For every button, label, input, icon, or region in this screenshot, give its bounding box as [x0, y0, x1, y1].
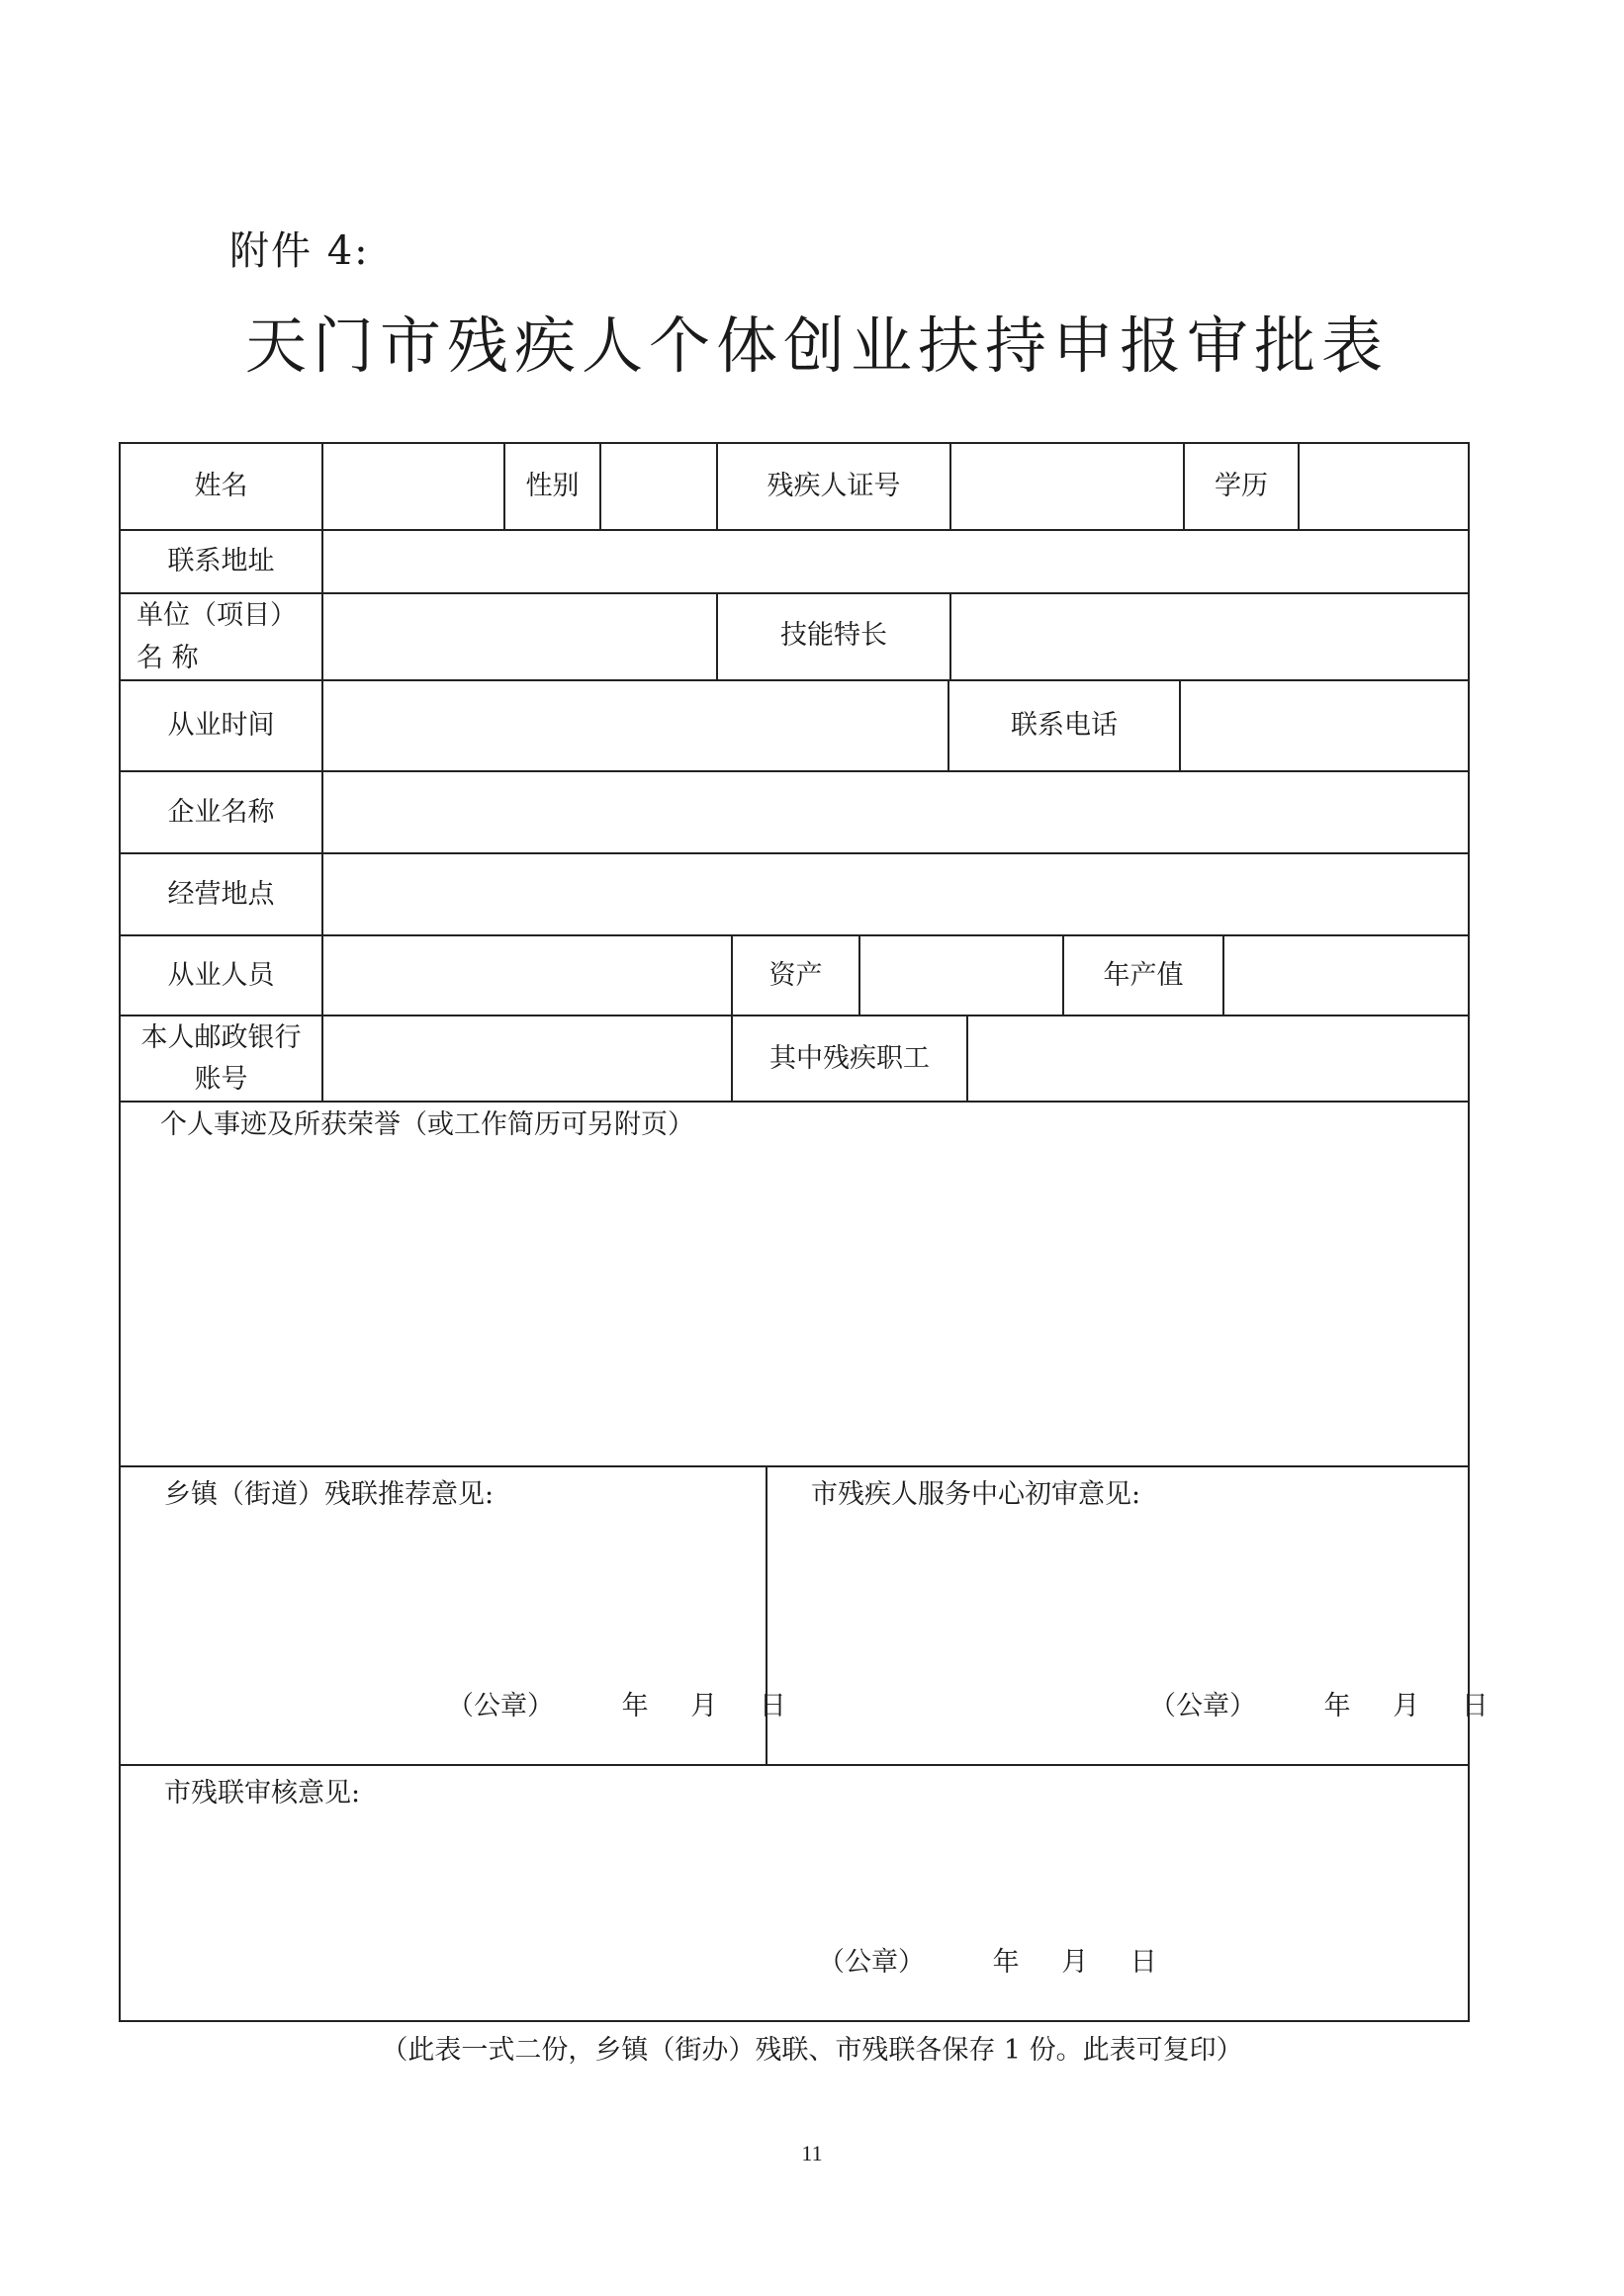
unit-name-label-line1: 单位（项目）: [136, 600, 297, 631]
deeds-field[interactable]: [123, 1146, 1468, 1465]
education-field[interactable]: [1300, 446, 1468, 529]
city-opinion-label: 市残联审核意见:: [164, 1778, 361, 1809]
center-day: 日: [1461, 1691, 1489, 1722]
township-opinion-field[interactable]: [123, 1517, 766, 1665]
center-year: 年: [1323, 1691, 1351, 1722]
name-field[interactable]: [323, 446, 503, 529]
phone-field[interactable]: [1181, 681, 1468, 770]
disabled-staff-label: 其中残疾职工: [769, 1042, 930, 1074]
city-seal: （公章）: [818, 1947, 925, 1978]
bank-account-field[interactable]: [323, 1016, 731, 1101]
skill-field[interactable]: [951, 594, 1468, 679]
deeds-label: 个人事迹及所获荣誉（或工作简历可另附页）: [160, 1109, 694, 1140]
disability-cert-field[interactable]: [951, 446, 1183, 529]
gender-label: 性别: [525, 471, 580, 502]
education-label: 学历: [1215, 471, 1268, 502]
township-month: 月: [690, 1691, 718, 1722]
page-number: 11: [801, 2141, 823, 2165]
center-seal-date: [1149, 1684, 1489, 1722]
company-name-label: 企业名称: [167, 796, 275, 828]
company-name-field[interactable]: [323, 772, 1468, 852]
bank-account-label-line1: 本人邮政银行: [140, 1021, 302, 1053]
city-month: 月: [1061, 1947, 1089, 1978]
attachment-label: 附件 4:: [229, 228, 370, 274]
business-location-label: 经营地点: [167, 878, 275, 910]
gender-field[interactable]: [601, 446, 716, 529]
form-footnote: （此表一式二份，乡镇（街办）残联、市残联各保存 1 份。此表可复印）: [381, 2035, 1243, 2066]
work-time-label: 从业时间: [167, 710, 275, 742]
city-seal-date: [818, 1940, 1157, 1979]
bank-account-label: [121, 1016, 321, 1101]
disabled-staff-field[interactable]: [968, 1016, 1468, 1101]
unit-name-label: [136, 594, 321, 679]
staff-field[interactable]: [323, 936, 731, 1015]
township-seal-date: [447, 1684, 786, 1722]
assets-label: 资产: [768, 959, 823, 991]
skill-label: 技能特长: [780, 620, 887, 652]
annual-output-label: 年产值: [1103, 959, 1184, 991]
township-opinion-label: 乡镇（街道）残联推荐意见:: [164, 1479, 495, 1510]
page-title: 天门市残疾人个体创业扶持申报审批表: [244, 309, 1389, 382]
unit-name-label-line2: 名 称: [136, 643, 199, 674]
center-month: 月: [1393, 1691, 1420, 1722]
center-opinion-label: 市残疾人服务中心初审意见:: [811, 1479, 1141, 1510]
township-day: 日: [759, 1691, 786, 1722]
center-opinion-field[interactable]: [769, 1517, 1468, 1665]
city-day: 日: [1129, 1947, 1157, 1978]
name-label: 姓名: [194, 471, 248, 502]
city-opinion-field[interactable]: [123, 1813, 1468, 1912]
address-field[interactable]: [323, 531, 1468, 592]
business-location-field[interactable]: [323, 854, 1468, 934]
phone-label: 联系电话: [1011, 710, 1118, 742]
annual-output-field[interactable]: [1224, 936, 1468, 1015]
work-time-field[interactable]: [323, 681, 947, 770]
center-seal: （公章）: [1149, 1691, 1256, 1722]
address-label: 联系地址: [167, 546, 275, 577]
assets-field[interactable]: [860, 936, 1062, 1015]
city-year: 年: [992, 1947, 1020, 1978]
application-form-table: [119, 442, 1489, 2022]
township-year: 年: [621, 1691, 649, 1722]
bank-account-label-line2: 账号: [194, 1063, 248, 1095]
disability-cert-label: 残疾人证号: [767, 471, 901, 502]
staff-label: 从业人员: [167, 959, 275, 991]
unit-name-field[interactable]: [323, 594, 716, 679]
township-seal: （公章）: [447, 1691, 554, 1722]
